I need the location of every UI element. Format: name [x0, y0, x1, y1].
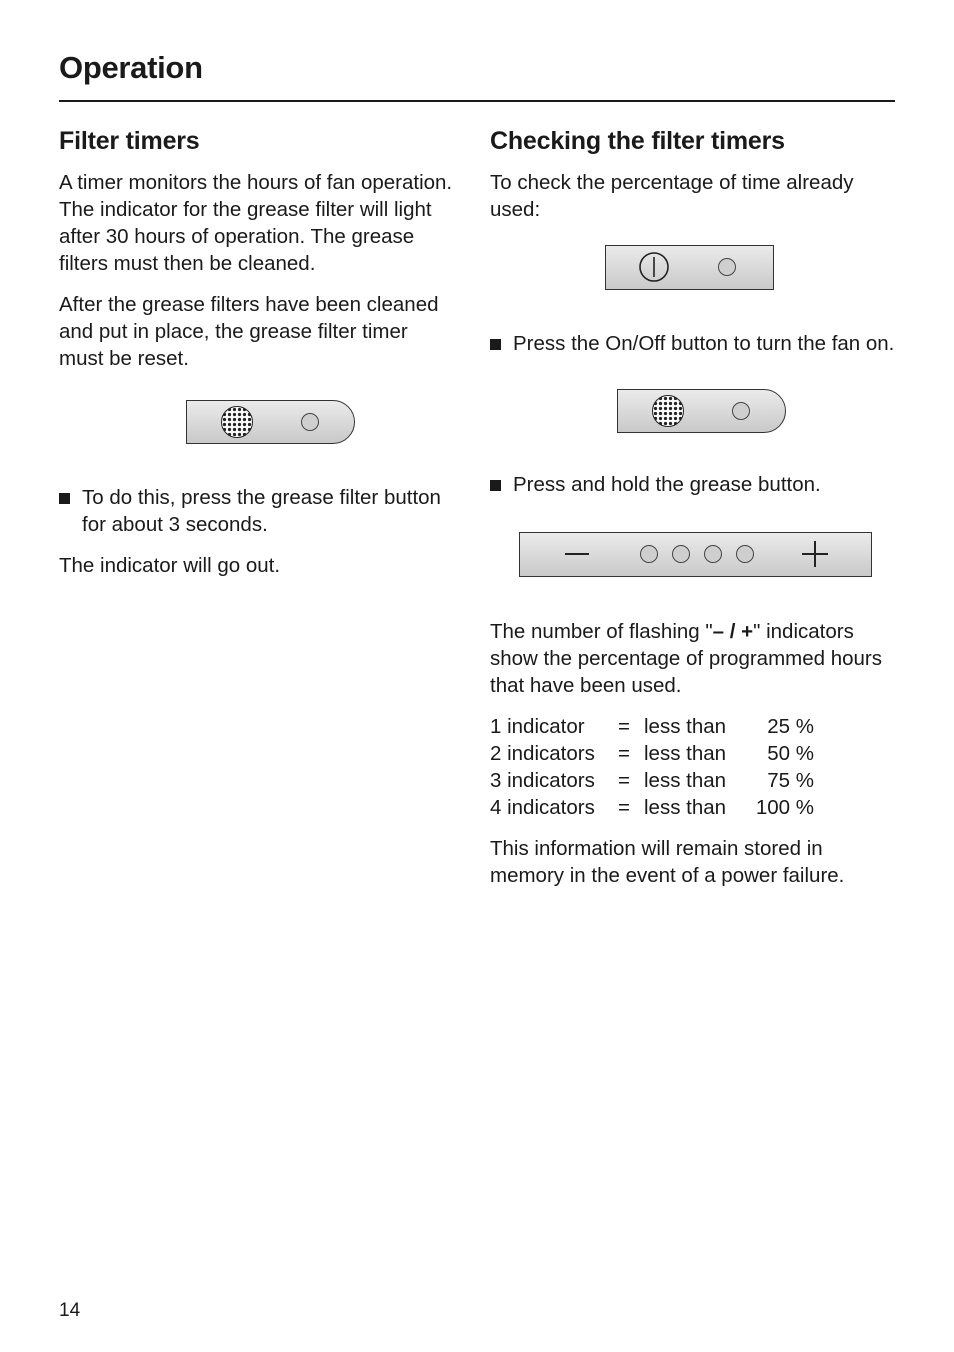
page-title: Operation — [59, 50, 203, 85]
minus-icon — [565, 553, 589, 555]
explanation-prefix: The number of flashing " — [490, 620, 713, 643]
paragraph: The indicator will go out. — [59, 554, 281, 577]
indicator-count: 1 indicator — [490, 715, 585, 738]
indicator-light-icon — [718, 258, 736, 276]
percentage-value: 50 % — [767, 742, 814, 765]
percentage-value: 25 % — [767, 715, 814, 738]
section-heading-filter-timers: Filter timers — [59, 127, 200, 155]
timer-indicator-panel — [519, 532, 872, 577]
table-row — [490, 740, 900, 767]
percentage-value: 75 % — [767, 769, 814, 792]
minus-plus-symbols: – / + — [712, 620, 754, 643]
percentage-table — [490, 713, 900, 821]
grease-button-panel — [186, 400, 355, 444]
paragraph: After the grease filters have been cleaned and put in place, the grease filter timer must be reset. — [59, 293, 439, 370]
paragraph: To check the percentage of time already used: — [490, 171, 854, 221]
left-column — [59, 126, 454, 593]
table-row — [490, 713, 900, 740]
paragraph: This information will remain stored in memory in the event of a power failure. — [490, 837, 845, 887]
comparison-text: less than — [644, 715, 727, 738]
grease-filter-icon — [221, 406, 253, 438]
table-row — [490, 767, 900, 794]
comparison-text: less than — [644, 742, 727, 765]
title-divider — [59, 100, 895, 102]
equals-sign: = — [618, 796, 630, 819]
percentage-value: 100 % — [755, 796, 814, 819]
indicator-count: 3 indicators — [490, 769, 595, 792]
grease-filter-icon — [652, 395, 684, 427]
table-row — [490, 794, 900, 821]
plus-icon — [802, 541, 828, 567]
explanation-paragraph — [490, 618, 900, 699]
equals-sign: = — [618, 742, 630, 765]
indicator-light-icon — [640, 545, 658, 563]
on-off-button-panel — [605, 245, 774, 290]
page-number: 14 — [59, 1300, 81, 1321]
instruction-bullet: To do this, press the grease filter button for about 3 seconds. — [59, 484, 454, 538]
indicator-light-icon — [672, 545, 690, 563]
indicator-count: 4 indicators — [490, 796, 595, 819]
indicator-light-icon — [736, 545, 754, 563]
comparison-text: less than — [644, 769, 727, 792]
equals-sign: = — [618, 715, 630, 738]
paragraph: A timer monitors the hours of fan operation. The indicator for the grease filter will light after 30 hours of operation. The grease filters must then be cleaned. — [59, 171, 453, 275]
indicator-light-icon — [301, 413, 319, 431]
power-icon — [637, 250, 671, 284]
section-heading-checking-filter-timers: Checking the filter timers — [490, 127, 785, 155]
indicator-light-icon — [704, 545, 722, 563]
explanation-suffix: " indicators show the percentage of programmed hours that have been used. — [490, 620, 883, 697]
equals-sign: = — [618, 769, 630, 792]
grease-button-panel — [617, 389, 786, 433]
instruction-bullet: Press the On/Off button to turn the fan on. — [490, 330, 900, 357]
comparison-text: less than — [644, 796, 727, 819]
instruction-bullet: Press and hold the grease button. — [490, 471, 900, 498]
right-column — [490, 126, 900, 903]
indicator-light-icon — [732, 402, 750, 420]
indicator-count: 2 indicators — [490, 742, 595, 765]
